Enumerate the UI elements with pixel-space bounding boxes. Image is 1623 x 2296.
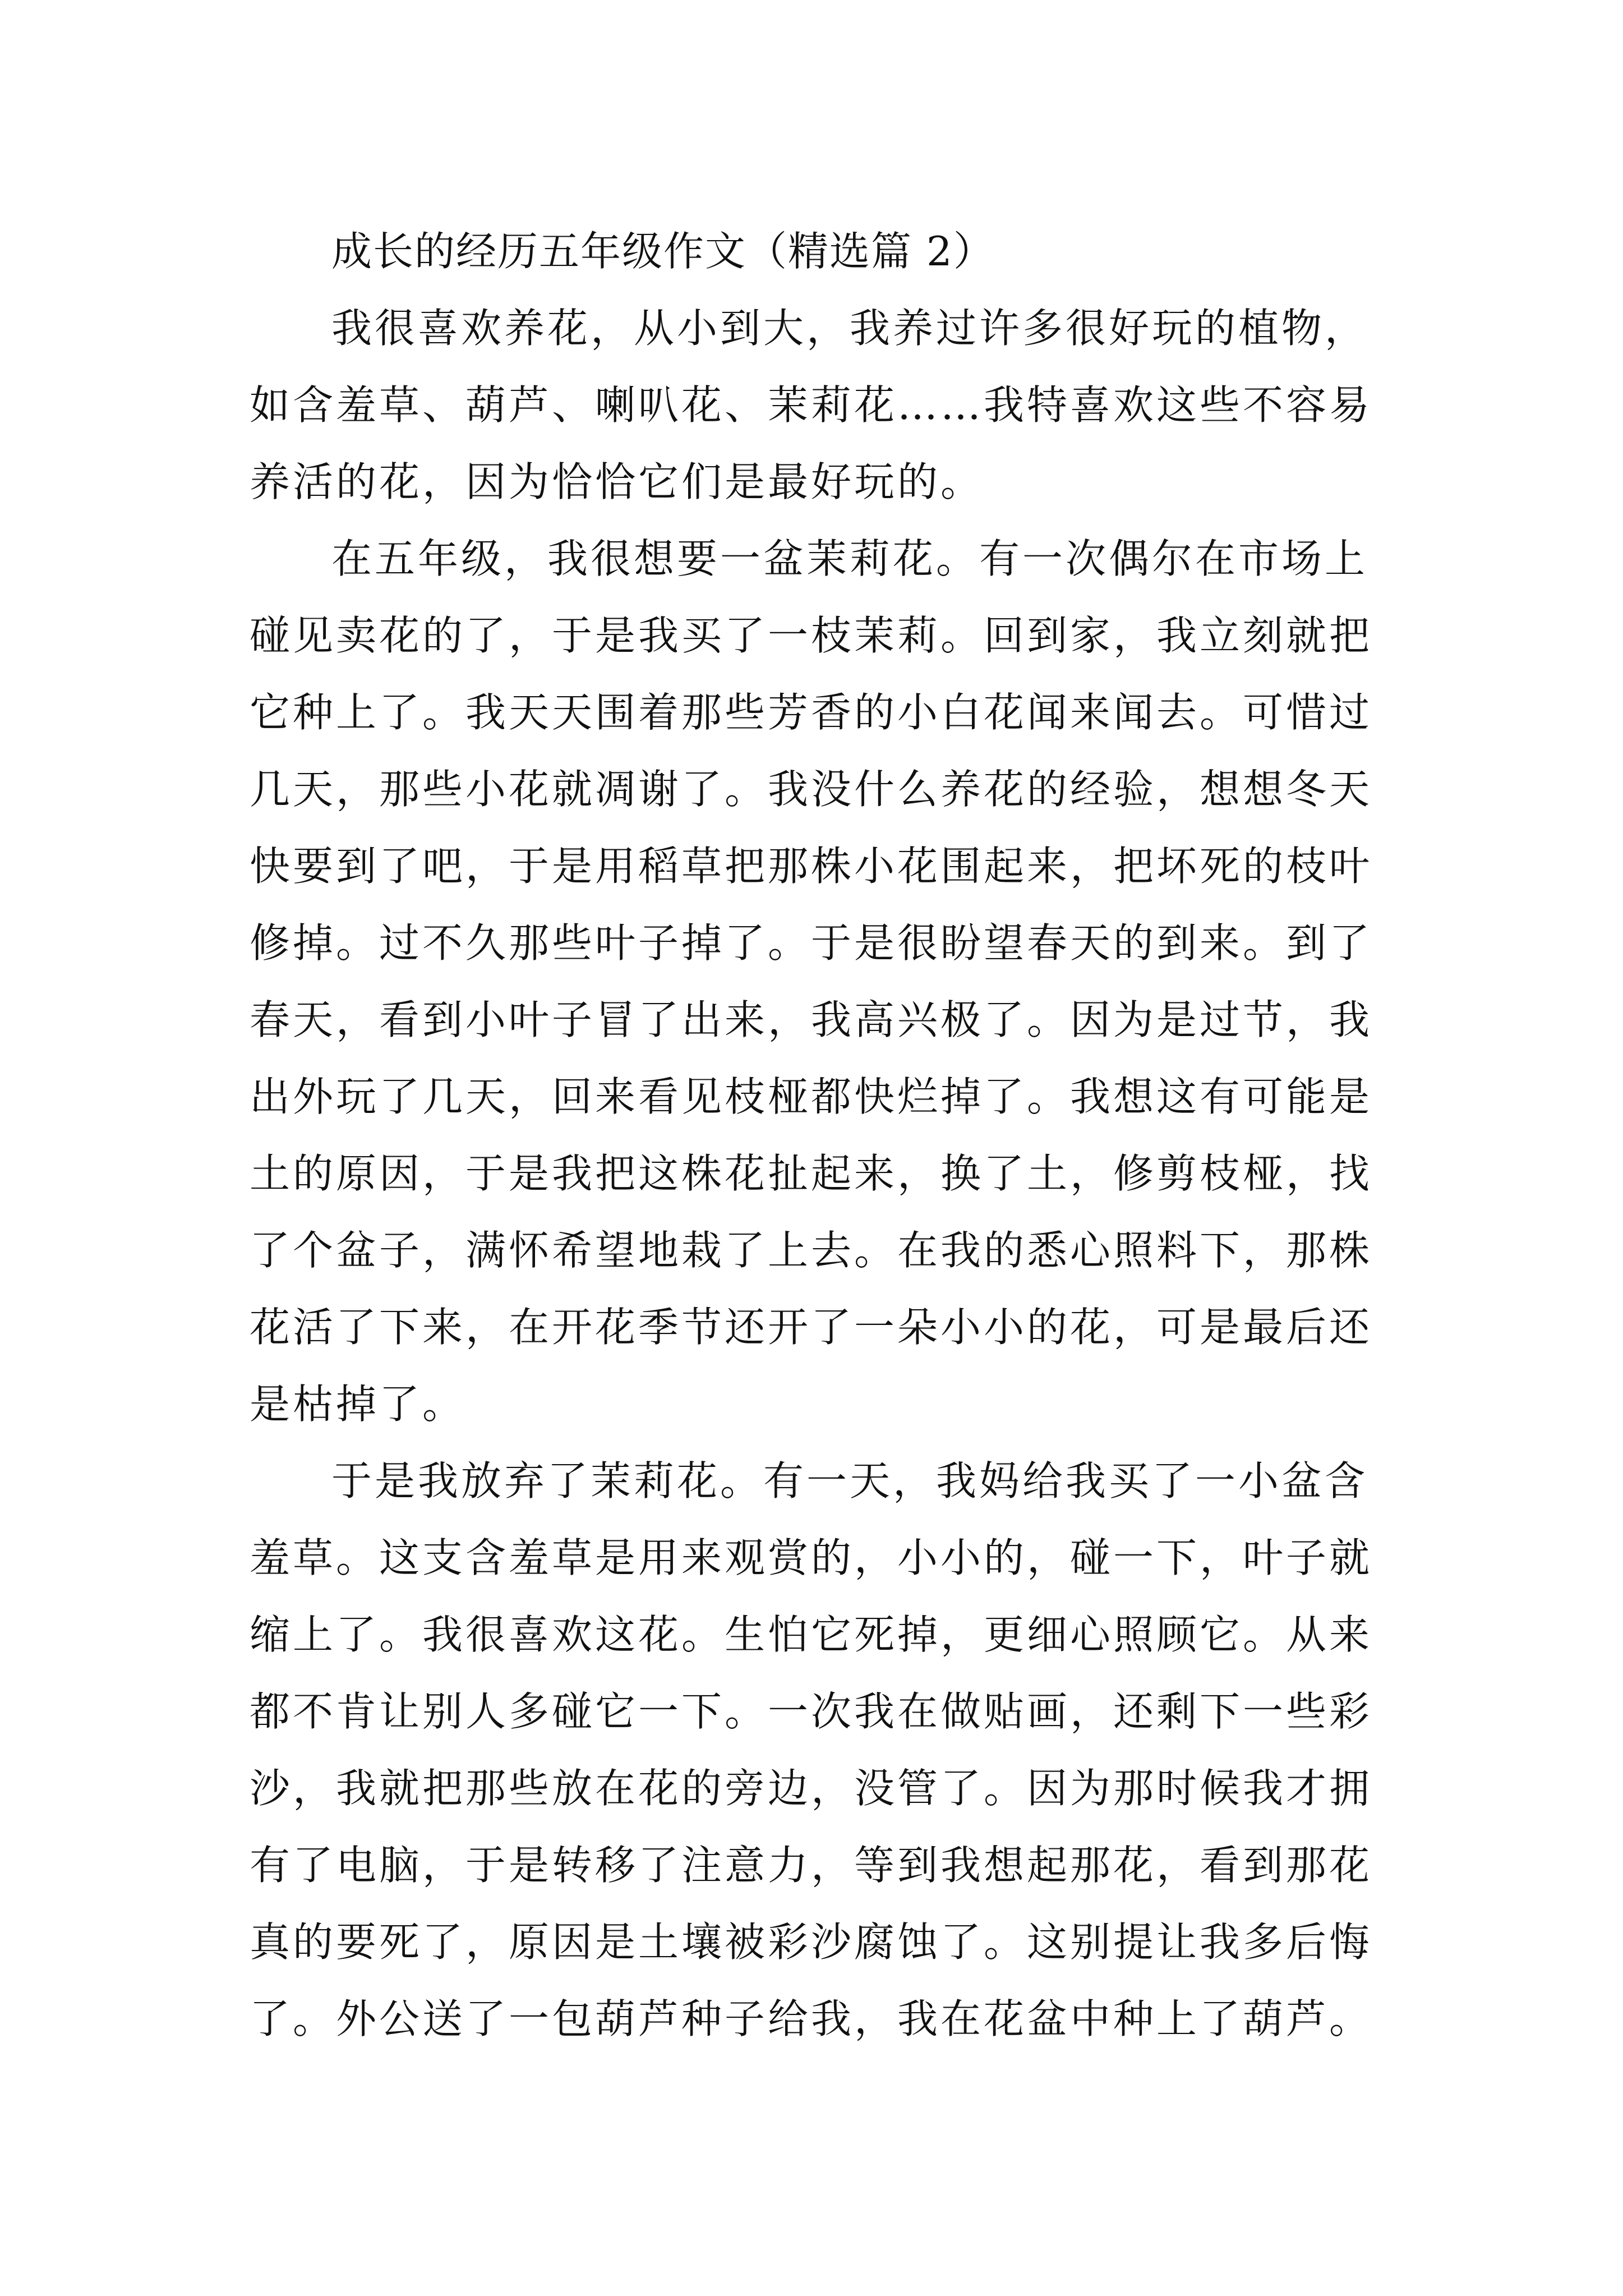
paragraph-2	[250, 521, 1416, 1443]
text-line: 羞草。这支含羞草是用来观赏的，小小的，碰一下，叶子就	[250, 1534, 1373, 1581]
text-line: 花活了下来，在开花季节还开了一朵小小的花，可是最后还	[250, 1304, 1373, 1351]
text-line: 真的要死了，原因是土壤被彩沙腐蚀了。这别提让我多后悔	[250, 1918, 1373, 1966]
text-line: 在五年级，我很想要一盆茉莉花。有一次偶尔在市场上	[331, 535, 1368, 582]
text-line: 我很喜欢养花，从小到大，我养过许多很好玩的植物，	[331, 305, 1368, 352]
text-line: 于是我放弃了茉莉花。有一天，我妈给我买了一小盆含	[331, 1457, 1368, 1504]
text-line: 是枯掉了。	[250, 1381, 466, 1428]
text-line: 如含羞草、葫芦、喇叭花、茉莉花……我特喜欢这些不容易	[250, 381, 1373, 429]
text-line: 出外玩了几天，回来看见枝桠都快烂掉了。我想这有可能是	[250, 1073, 1373, 1120]
paragraph-3	[250, 1443, 1416, 2058]
text-line: 养活的花，因为恰恰它们是最好玩的。	[250, 458, 984, 505]
text-line: 土的原因，于是我把这株花扯起来，换了土，修剪枝桠，找	[250, 1150, 1373, 1197]
text-line: 碰见卖花的了，于是我买了一枝茉莉。回到家，我立刻就把	[250, 612, 1373, 659]
text-line: 都不肯让别人多碰它一下。一次我在做贴画，还剩下一些彩	[250, 1688, 1373, 1735]
text-line: 春天，看到小叶子冒了出来，我高兴极了。因为是过节，我	[250, 996, 1373, 1043]
text-line: 沙，我就把那些放在花的旁边，没管了。因为那时候我才拥	[250, 1765, 1373, 1812]
text-line: 了个盆子，满怀希望地栽了上去。在我的悉心照料下，那株	[250, 1227, 1373, 1274]
text-line: 了。外公送了一包葫芦种子给我，我在花盆中种上了葫芦。	[250, 1995, 1373, 2042]
text-line: 几天，那些小花就凋谢了。我没什么养花的经验，想想冬天	[250, 766, 1373, 813]
text-line: 有了电脑，于是转移了注意力，等到我想起那花，看到那花	[250, 1842, 1373, 1889]
text-line: 修掉。过不久那些叶子掉了。于是很盼望春天的到来。到了	[250, 919, 1373, 967]
text-line: 它种上了。我天天围着那些芳香的小白花闻来闻去。可惜过	[250, 689, 1373, 736]
text-line: 缩上了。我很喜欢这花。生怕它死掉，更细心照顾它。从来	[250, 1611, 1373, 1658]
document-body	[250, 213, 1416, 2058]
essay-title: 成长的经历五年级作文（精选篇 2）	[331, 228, 995, 275]
paragraph-1	[250, 290, 1416, 521]
text-line: 快要到了吧，于是用稻草把那株小花围起来，把坏死的枝叶	[250, 843, 1373, 890]
